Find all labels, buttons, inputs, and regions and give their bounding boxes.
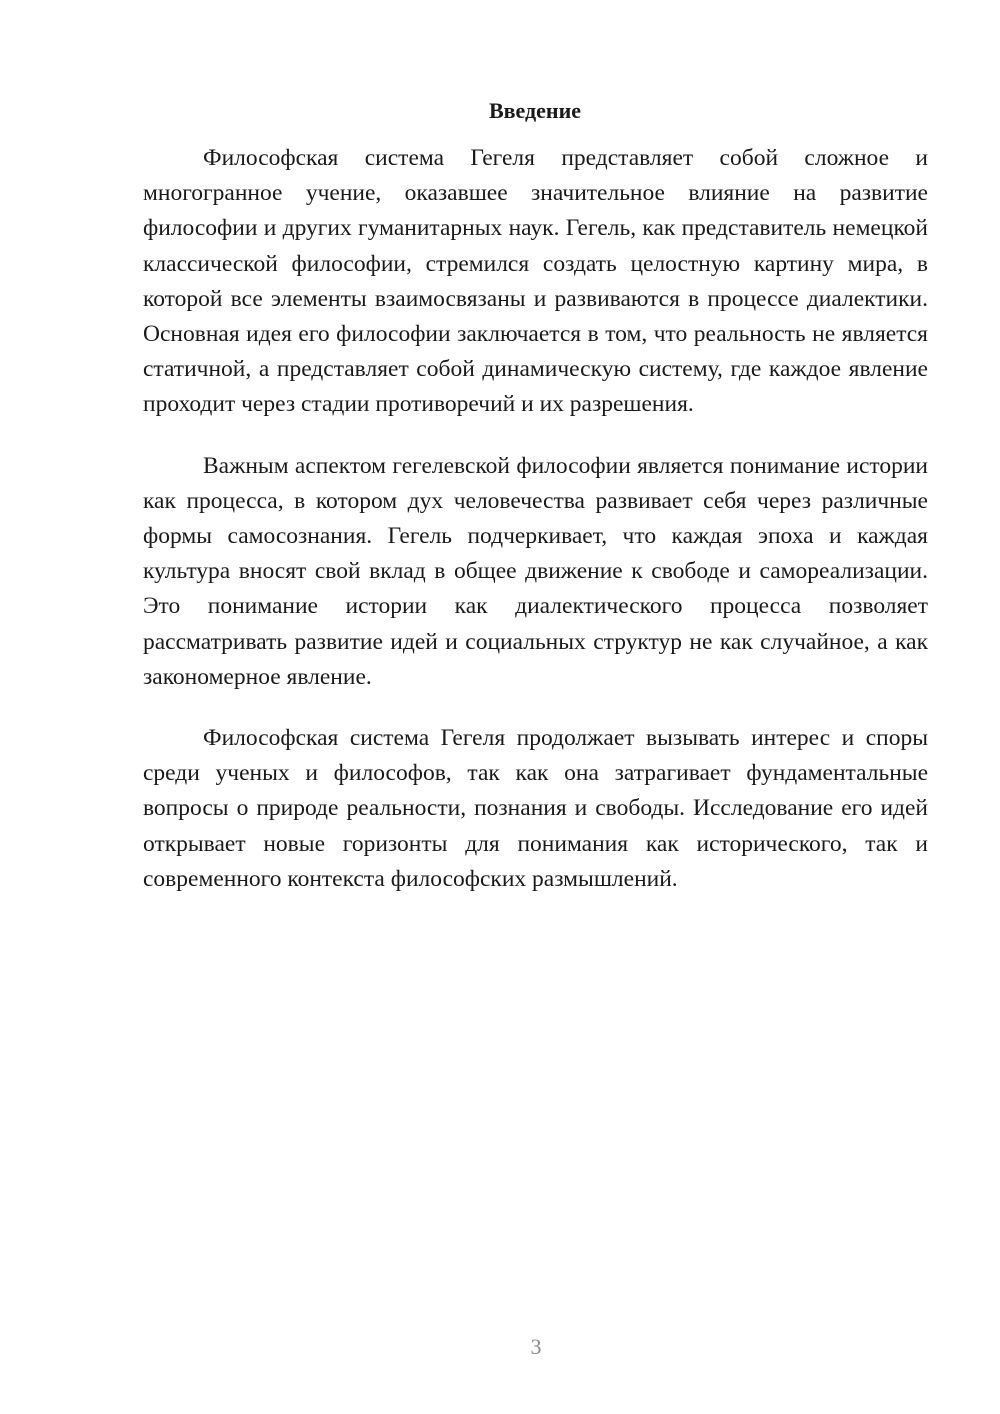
paragraph-2: Важным аспектом гегелевской философии является понимание истории как процесса, в котором дух человечества развивает себя через различные формы самосознания. Гегель подчеркивает, что каждая эпоха и каждая культура вносят свой вклад в общее движение к свободе и самореализации. Это понимание истории как диалектического процесса позволяет рассматривать развитие идей и социальных структур не как случайное, а как закономерное явление.	[143, 452, 928, 690]
section-heading: Введение	[488, 98, 582, 123]
body-text	[143, 141, 928, 923]
page-number: 3	[530, 1334, 542, 1359]
paragraph-3: Философская система Гегеля продолжает вызывать интерес и споры среди ученых и философов, так как она затрагивает фундаментальные вопросы о природе реальности, познания и свободы. Исследование его идей открывает новые горизонты для понимания как исторического, так и современного контекста философских размышлений.	[143, 725, 928, 892]
paragraph-1: Философская система Гегеля представляет собой сложное и многогранное учение, оказавшее значительное влияние на развитие философии и других гуманитарных наук. Гегель, как представитель немецкой классической философии, стремился создать целостную картину мира, в которой все элементы взаимосвязаны и развиваются в процессе диалектики. Основная идея его философии заключается в том, что реальность не является статичной, а представляет собой динамическую систему, где каждое явление проходит через стадии противоречий и их разрешения.	[143, 145, 928, 418]
